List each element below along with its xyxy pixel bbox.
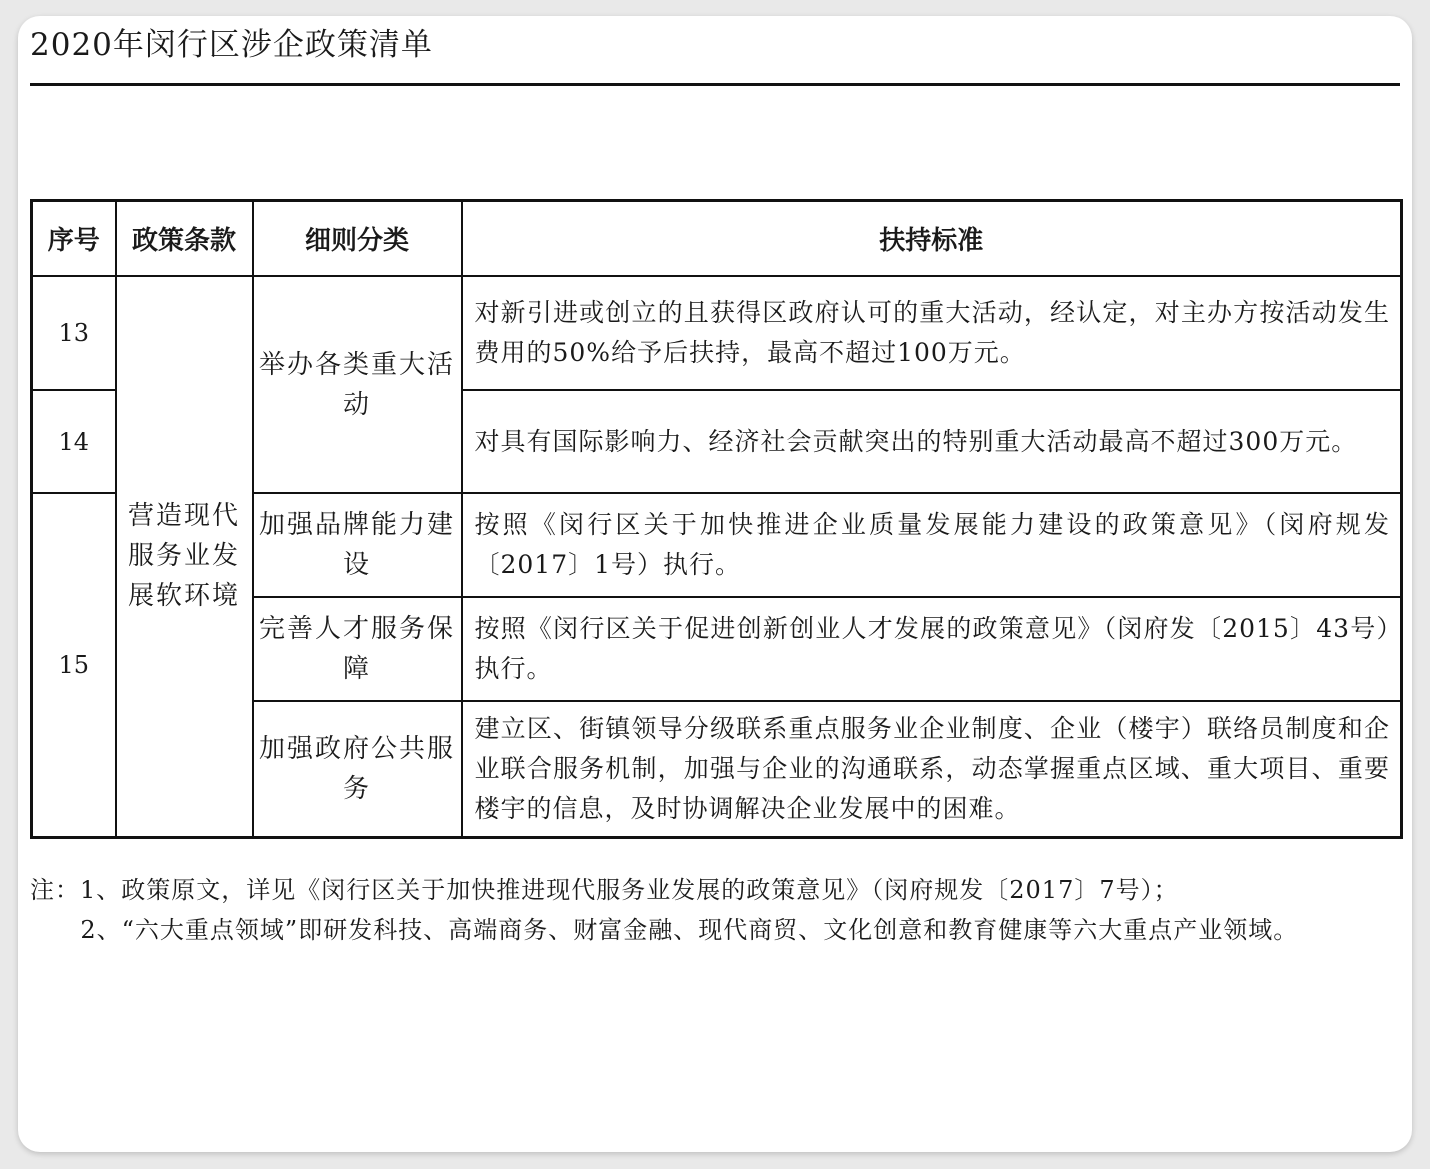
- header-category: 细则分类: [253, 201, 462, 277]
- policy-clause-cell: [116, 276, 253, 837]
- standard-15-talent: 按照《闵行区关于促进创新创业人才发展的政策意见》（闵府发〔2015〕43号）执行。: [462, 597, 1402, 701]
- standard-13: 对新引进或创立的且获得区政府认可的重大活动，经认定，对主办方按活动发生费用的50%给予后扶持，最高不超过100万元。: [462, 276, 1402, 390]
- footnote-2: 2、“六大重点领域”即研发科技、高端商务、财富金融、现代商贸、文化创意和教育健康等六大重点产业领域。: [80, 916, 1299, 944]
- category-public: [253, 701, 462, 837]
- header-index: 序号: [32, 201, 116, 277]
- footnote-1: 注：1、政策原文，详见《闵行区关于加快推进现代服务业发展的政策意见》（闵府规发〔2017〕7号）；: [30, 876, 1179, 904]
- standard-15-public: 建立区、街镇领导分级联系重点服务业企业制度、企业（楼宇）联络员制度和企业联合服务机制，加强与企业的沟通联系，动态掌握重点区域、重大项目、重要楼宇的信息，及时协调解决企业发展中的困难。: [462, 701, 1402, 837]
- category-talent: [253, 597, 462, 701]
- standard-15-brand: 按照《闵行区关于加快推进企业质量发展能力建设的政策意见》（闵府规发〔2017〕1号）执行。: [462, 493, 1402, 597]
- header-clause: 政策条款: [116, 201, 253, 277]
- category-brand-text: 加强品牌能力建设: [258, 510, 455, 580]
- category-events: [253, 276, 462, 493]
- row-number-13: 13: [32, 276, 116, 390]
- row-number-14: 14: [32, 390, 116, 493]
- title-divider: [30, 83, 1400, 86]
- category-events-text: 举办各类重大活动: [258, 349, 455, 420]
- policy-table: [30, 199, 1403, 839]
- row-number-15: 15: [32, 493, 116, 837]
- table-row: [32, 276, 1402, 390]
- category-brand: [253, 493, 462, 597]
- table-header-row: [32, 201, 1402, 277]
- header-standard: 扶持标准: [462, 201, 1402, 277]
- policy-clause-text: 营造现代服务业发展软环境: [127, 501, 240, 612]
- category-public-text: 加强政府公共服务: [258, 733, 455, 804]
- footnotes: [30, 870, 1400, 950]
- document-title: 2020年闵行区涉企政策清单: [30, 27, 433, 63]
- standard-14: 对具有国际影响力、经济社会贡献突出的特别重大活动最高不超过300万元。: [462, 390, 1402, 493]
- category-talent-text: 完善人才服务保障: [258, 614, 455, 684]
- document-card: [18, 16, 1412, 1152]
